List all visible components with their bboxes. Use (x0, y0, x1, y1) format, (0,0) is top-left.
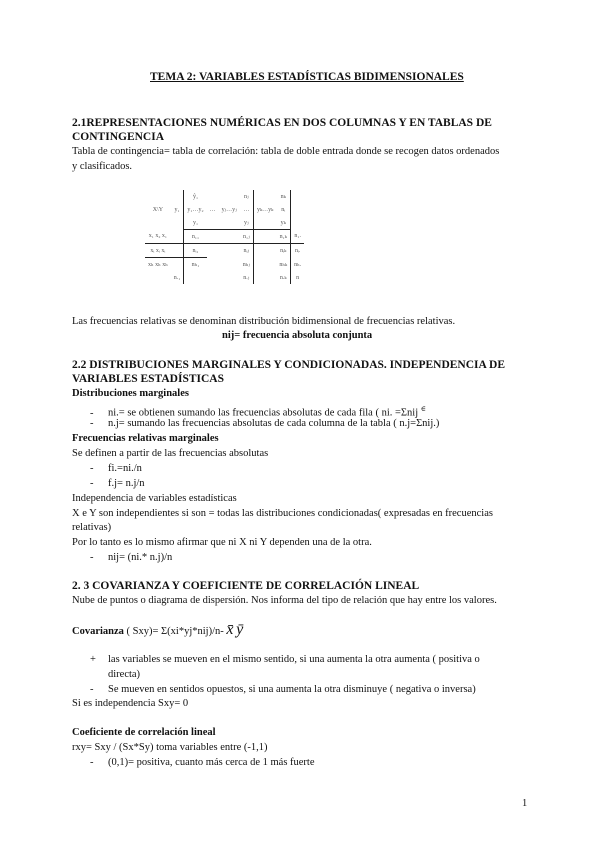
table-cell: nⱼ (240, 190, 254, 203)
table-cell: nₕⱼ (240, 258, 254, 272)
table-cell (145, 271, 171, 284)
table-cell (253, 244, 276, 258)
table-cell: n₁. (294, 233, 301, 240)
page-number: 1 (522, 798, 528, 809)
section-2-1-heading-cont: CONTINGENCIA (72, 131, 165, 143)
paragraph: Se definen a partir de las frecuencias absolutas (72, 448, 269, 459)
table-cell (253, 271, 276, 284)
list-item-text: f.j= n.j/n (108, 478, 145, 489)
list-item (90, 653, 480, 667)
table-cell (291, 203, 305, 216)
list-item-text: ni.= se obtienen sumando las frecuencias absolutas de cada fila ( ni. =Σnij (108, 407, 421, 419)
table-cell: y₁ (192, 219, 199, 226)
list-item-text: nij= (ni.* n.j)/n (108, 552, 173, 563)
table-cell: yₖ…yₖ (256, 207, 274, 213)
table-cell (219, 244, 240, 258)
subheading: Distribuciones marginales (72, 388, 189, 399)
list-item (90, 551, 172, 565)
table-cell (184, 271, 207, 284)
table-cell: nₕ. (294, 261, 302, 268)
table-cell (145, 216, 171, 230)
table-cell (253, 258, 276, 272)
paragraph: rxy= Sxy / (Sx*Sy) toma variables entre (-1,1) (72, 742, 268, 753)
bullet: - (90, 407, 94, 419)
table-cell (207, 216, 219, 230)
table-cell: ŷ₁ (192, 193, 199, 200)
paragraph: Las frecuencias relativas se denominan distribución bidimensional de frecuencias relativas. (72, 316, 456, 327)
paragraph: Si es independencia Sxy= 0 (72, 698, 189, 709)
table-cell (207, 271, 219, 284)
list-item-text: las variables se mueven en el mismo sentido, si una aumenta la otra aumenta ( positiva o (108, 654, 480, 665)
table-cell: nₕₖ (276, 258, 290, 272)
table-cell (207, 190, 219, 203)
table-cell: yⱼ (240, 216, 254, 230)
list-item-sup: ∈ (420, 405, 426, 413)
table-cell: n.ₖ (276, 271, 290, 284)
table-cell: xₕ xₕ xₕ (145, 258, 171, 272)
list-item (90, 683, 476, 697)
paragraph: Nube de puntos o diagrama de dispersión. Nos informa del tipo de relación que hay entre los valores. (72, 595, 497, 606)
table-cell: … (240, 203, 254, 216)
section-2-1-heading: 2.1REPRESENTACIONES NUMÉRICAS EN DOS COLUMNAS Y EN TABLAS DE (72, 117, 492, 129)
table-cell (219, 271, 240, 284)
table-cell (207, 230, 219, 244)
table-cell: n₁ⱼ (240, 230, 254, 244)
bullet: - (90, 463, 94, 474)
list-item (90, 756, 315, 770)
table-cell: nᵢ (276, 203, 290, 216)
table-cell: n₁ₖ (276, 230, 290, 244)
section-2-3-heading: 2. 3 COVARIANZA Y COEFICIENTE DE CORRELACIÓN LINEAL (72, 580, 420, 592)
paragraph: Por lo tanto es lo mismo afirmar que ni X ni Y dependen una de la otra. (72, 537, 372, 548)
page-title: TEMA 2: VARIABLES ESTADÍSTICAS BIDIMENSIONALES (150, 71, 464, 83)
table-cell: nₕ₁ (184, 258, 207, 272)
table-cell: nᵢⱼ (240, 244, 254, 258)
covariance-formula (72, 623, 243, 639)
list-item-text: n.j= sumando las frecuencias absolutas de cada columna de la tabla ( n.j=Σnij.) (108, 418, 440, 429)
table-cell: nₖ (276, 190, 290, 203)
table-cell (219, 190, 240, 203)
subheading: Coeficiente de correlación lineal (72, 727, 216, 738)
bullet: - (90, 418, 94, 429)
table-cell: n.ⱼ (240, 271, 254, 284)
subheading: Frecuencias relativas marginales (72, 433, 219, 444)
table-cell (219, 258, 240, 272)
bullet: + (90, 654, 96, 665)
list-item-text: fi.=ni./n (108, 463, 142, 474)
table-cell: n (296, 274, 300, 281)
list-item-text: Se mueven en sentidos opuestos, si una aumenta la otra disminuye ( negativa o inversa) (108, 684, 476, 695)
paragraph: y clasificados. (72, 161, 133, 172)
covariance-label: Covarianza (72, 626, 124, 637)
table-cell (171, 216, 184, 230)
contingency-table (145, 190, 304, 284)
table-cell (207, 258, 219, 272)
table-cell (219, 230, 240, 244)
bullet: - (90, 757, 94, 768)
table-cell: yⱼ…yⱼ (221, 207, 237, 213)
table-cell (253, 230, 276, 244)
table-cell: X\Y (152, 206, 164, 213)
list-item (90, 417, 439, 431)
bullet: - (90, 478, 94, 489)
list-item (90, 477, 145, 491)
table-cell (291, 190, 305, 203)
paragraph: Tabla de contingencia= tabla de correlación: tabla de doble entrada donde se recogen datos ordenados (72, 146, 500, 157)
bullet: - (90, 684, 94, 695)
list-item-cont: directa) (108, 669, 141, 680)
table-cell: n₁₁ (184, 230, 207, 244)
table-cell: xᵢ xᵢ xᵢ (145, 244, 171, 258)
table-cell (219, 216, 240, 230)
bold-definition: nij= frecuencia absoluta conjunta (222, 330, 373, 341)
list-item (90, 462, 142, 476)
table-cell (171, 190, 184, 203)
table-cell: n.₁ (171, 271, 184, 284)
paragraph: X e Y son independientes si son = todas las distribuciones condicionadas( expresadas en frecuencias (72, 508, 493, 519)
section-2-2-heading: 2.2 DISTRIBUCIONES MARGINALES Y CONDICIONADAS. INDEPENDENCIA DE (72, 359, 506, 371)
table-cell (171, 244, 184, 258)
table-cell (253, 190, 276, 203)
table-cell: nᵢ₁ (184, 244, 207, 258)
table-cell: yₖ (276, 216, 290, 230)
y-bar-symbol: ȳ (236, 621, 244, 638)
table-cell: y₁ (171, 203, 184, 216)
paragraph: relativas) (72, 522, 112, 533)
list-item-text: (0,1)= positiva, cuanto más cerca de 1 más fuerte (108, 757, 315, 768)
table-cell (171, 230, 184, 244)
formula-text: ( Sxy)= Σ(xi*yj*nij)/n- (123, 626, 224, 637)
table-cell: … (209, 206, 216, 213)
table-cell (171, 258, 184, 272)
x-bar-symbol: x̄ (226, 621, 234, 638)
table-cell: nᵢₖ (276, 244, 290, 258)
bullet: - (90, 552, 94, 563)
table-cell (253, 216, 276, 230)
section-2-2-heading-cont: VARIABLES ESTADÍSTICAS (72, 373, 225, 385)
table-cell: y₁…y₂ (187, 206, 204, 213)
table-cell: x₁ x₂ x₁ (148, 233, 168, 240)
table-cell: nᵢ. (291, 244, 305, 258)
table-cell (207, 244, 219, 258)
table-cell (145, 190, 171, 203)
paragraph: Independencia de variables estadísticas (72, 493, 237, 504)
table-cell (291, 216, 305, 230)
